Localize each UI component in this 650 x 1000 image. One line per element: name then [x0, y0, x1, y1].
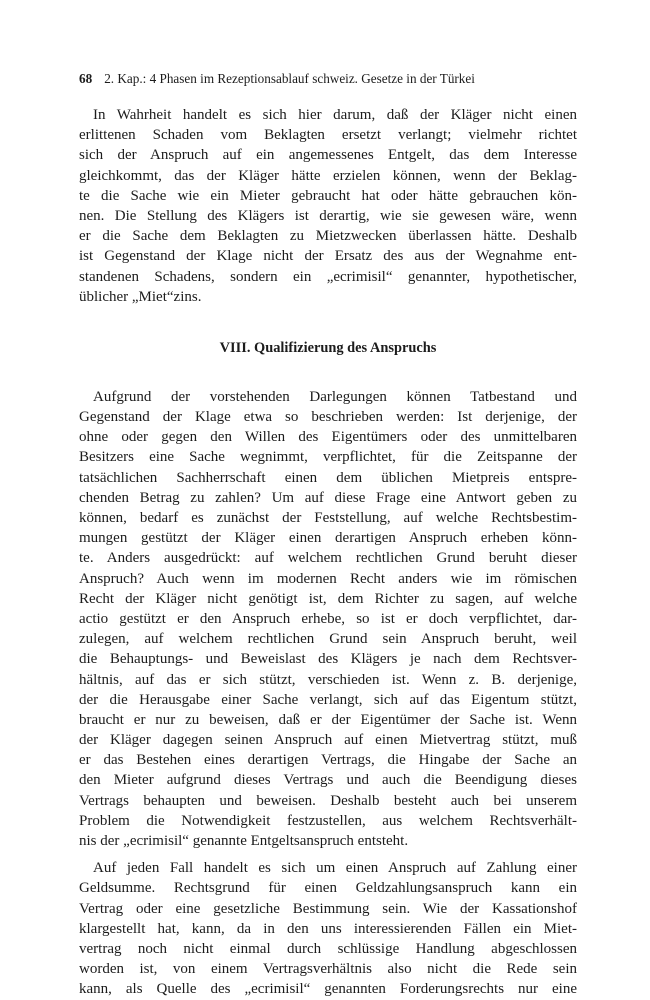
text-line: hältnis, auf das er sich stützt, verschieden ist. Wenn z. B. derjenige, — [79, 671, 577, 688]
text-line: sich der Anspruch auf ein angemessenes Entgelt, das dem Interesse — [79, 147, 577, 164]
text-line: vertrag noch nicht einmal durch schlüssige Handlung abgeschlossen — [79, 940, 577, 957]
text-line: der die Herausgabe einer Sache verlangt, sich auf das Eigentum stützt, — [79, 691, 577, 708]
text-line: standenen Schadens, sondern ein „ecrimisil“ genannter, hypothetischer, — [79, 268, 577, 285]
text-line: te die Sache wie ein Mieter gebraucht hat oder hätte gebrauchen kön- — [79, 187, 577, 204]
text-line: Vertrags behaupten und beweisen. Deshalb besteht auch bei unserem — [79, 792, 577, 809]
document-page — [79, 70, 577, 1000]
text-line: Recht der Kläger nicht genötigt ist, dem Richter zu sagen, auf welche — [79, 590, 577, 607]
text-line: kann, als Quelle des „ecrimisil“ genannten Forderungsrechts nur eine — [79, 981, 577, 998]
text-line: ohne oder gegen den Willen des Eigentümers oder des unmittelbaren — [79, 429, 577, 446]
text-line: der Kläger dagegen seinen Anspruch auf einen Mietvertrag stützt, muß — [79, 732, 577, 749]
text-line: gleichkommt, das der Kläger hätte erzielen können, wenn der Beklag- — [79, 167, 577, 184]
text-line: ist Gegenstand der Klage nicht der Ersatz des aus der Wegnahme ent- — [79, 248, 577, 265]
section-heading: VIII. Qualifizierung des Anspruchs — [219, 339, 437, 356]
paragraph-2 — [79, 387, 577, 851]
text-line: den Mieter aufgrund dieses Vertrags und auch die Beendigung dieses — [79, 772, 577, 789]
text-line: Geldsumme. Rechtsgrund für einen Geldzahlungsanspruch kann ein — [79, 880, 577, 897]
text-line: üblicher „Miet“zins. — [79, 288, 202, 305]
text-line: mungen gestützt der Kläger einen derartigen Anspruch erheben könn- — [79, 530, 577, 547]
text-line: Vertrag oder eine gesetzliche Bestimmung sein. Wie der Kassationshof — [79, 900, 577, 917]
text-line: chenden Betrag zu zahlen? Um auf diese Frage eine Antwort geben zu — [79, 489, 577, 506]
text-line: nis der „ecrimisil“ genannte Entgeltsanspruch entsteht. — [79, 833, 409, 849]
text-line: erlittenen Schaden vom Beklagten ersetzt verlangt; vielmehr richtet — [79, 127, 577, 144]
text-line: Aufgrund der vorstehenden Darlegungen können Tatbestand und — [93, 388, 577, 405]
text-line: zulegen, auf welchem rechtlichen Grund sein Anspruch beruht, weil — [79, 631, 577, 648]
text-line: braucht er nur zu beweisen, daß er der Eigentümer der Sache ist. Wenn — [79, 711, 577, 728]
paragraph-1 — [79, 105, 577, 307]
text-line: klargestellt hat, kann, da in den uns interessierenden Fällen ein Miet- — [79, 920, 577, 937]
text-line: worden ist, von einem Vertragsverhältnis also nicht die Rede sein — [79, 961, 577, 978]
text-line: tatsächlichen Sachherrschaft einen dem üblichen Mietpreis entspre- — [79, 469, 577, 486]
text-line: Auf jeden Fall handelt es sich um einen Anspruch auf Zahlung einer — [93, 860, 577, 877]
text-line: können, bedarf es zunächst der Feststellung, auf welche Rechtsbestim- — [79, 510, 577, 526]
text-line: In Wahrheit handelt es sich hier darum, daß der Kläger nicht einen — [93, 107, 577, 123]
text-line: nen. Die Stellung des Klägers ist derartig, wie sie gewesen wäre, wenn — [79, 207, 577, 224]
paragraph-gap — [79, 851, 577, 858]
text-line: Gegenstand der Klage etwa so beschrieben werden: Ist derjenige, der — [79, 409, 577, 426]
text-line: die Behauptungs- und Beweislast des Klägers je nach dem Rechtsver- — [79, 651, 577, 668]
text-line: Besitzers eine Sache wegnimmt, verpflichtet, für die Zeitspanne der — [79, 449, 577, 466]
text-line: te. Anders ausgedrückt: auf welchem rechtlichen Grund beruht dieser — [79, 550, 577, 567]
page-number: 68 — [79, 71, 93, 86]
running-title: 2. Kap.: 4 Phasen im Rezeptionsablauf schweiz. Gesetze in der Türkei — [104, 71, 475, 86]
text-line: er die Sache dem Beklagten zu Mietzwecken überlassen hätte. Deshalb — [79, 228, 577, 245]
paragraph-3 — [79, 858, 577, 999]
text-line: Anspruch? Auch wenn im modernen Recht anders wie im römischen — [79, 570, 577, 587]
body-text — [79, 105, 577, 1000]
running-header — [79, 70, 577, 88]
text-line: actio gestützt er den Anspruch erhebe, so ist er doch verpflichtet, dar- — [79, 610, 577, 627]
text-line: er das Bestehen eines derartigen Vertrags, die Hingabe der Sache an — [79, 752, 577, 769]
text-line: Problem die Notwendigkeit festzustellen, aus welchem Rechtsverhält- — [79, 812, 577, 829]
